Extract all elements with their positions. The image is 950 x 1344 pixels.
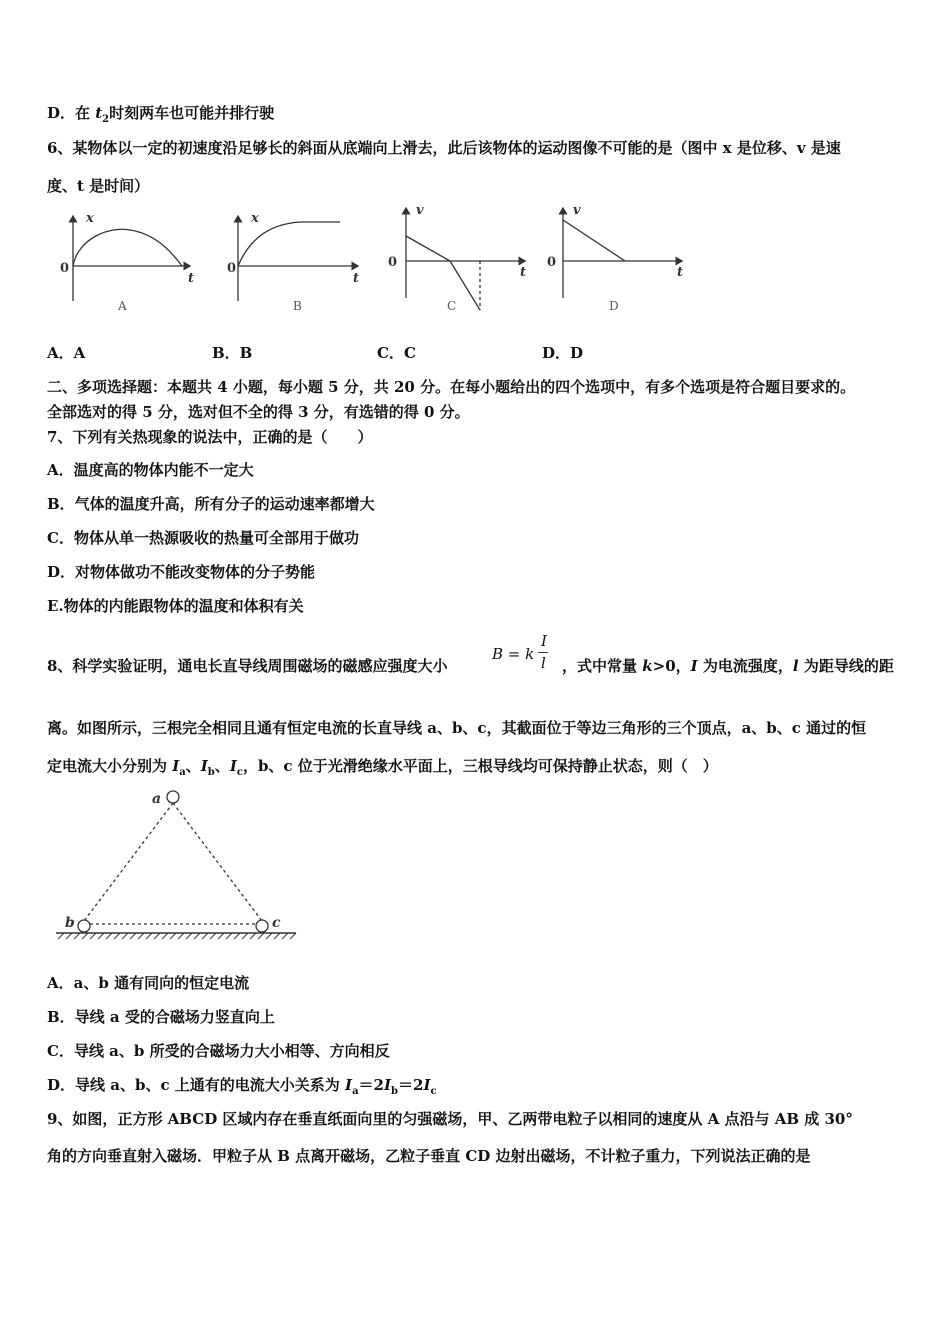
q8-optd-prefix: D．导线 a、b、c 上通有的电流大小关系为 — [47, 1076, 346, 1094]
graph-b-yaxis: x — [251, 211, 259, 226]
q8-stem-line1-tail — [562, 655, 894, 676]
q8-stem-line3 — [47, 755, 718, 778]
q9-stem-line1: 9、如图，正方形 ABCD 区域内存在垂直纸面向里的匀强磁场，甲、乙两带电粒子以相同的速度从 A 点沿与 AB 成 30° — [47, 1110, 853, 1128]
q8-optd-b-sub: b — [391, 1086, 399, 1097]
q6-graphs — [50, 198, 700, 323]
q5-option-d — [47, 102, 274, 125]
section2-line1: 二、多项选择题：本题共 4 小题，每小题 5 分，共 20 分。在每小题给出的四个选项中，有多个选项是符合题目要求的。 — [47, 378, 856, 396]
q8-Ib: I — [200, 757, 208, 775]
graph-b — [238, 216, 358, 301]
q8-Ic-sub: c — [236, 767, 243, 778]
q8-I: I — [690, 657, 698, 675]
q8-Ib-sub: b — [207, 767, 215, 778]
q8-line3a: 定电流大小分别为 — [47, 757, 173, 775]
q8-stem-line1 — [47, 655, 447, 676]
graph-d-yaxis: v — [573, 203, 581, 218]
q8-option-a[interactable]: A．a、b 通有同向的恒定电流 — [47, 974, 250, 992]
q8-optd-a-sub: a — [352, 1086, 359, 1097]
q5-optd-sub: 2 — [102, 114, 110, 125]
q8-formula-num: I — [541, 632, 547, 650]
q8-sep1: 、 — [185, 757, 201, 775]
q7-option-d[interactable]: D．对物体做功不能改变物体的分子势能 — [47, 563, 316, 581]
q8-line3b: ，b、c 位于光滑绝缘水平面上，三根导线均可保持静止状态，则（ ） — [242, 757, 718, 775]
graph-b-xaxis: t — [353, 271, 360, 286]
graph-a — [73, 216, 190, 301]
q8-option-c[interactable]: C．导线 a、b 所受的合磁场力大小相等、方向相反 — [47, 1042, 390, 1060]
q8-option-b[interactable]: B．导线 a 受的合磁场力竖直向上 — [47, 1008, 275, 1026]
q8-l: l — [792, 657, 799, 675]
q8-k: k — [642, 657, 653, 675]
q7-option-b[interactable]: B．气体的温度升高，所有分子的运动速率都增大 — [47, 495, 375, 513]
graph-d-caption: D — [609, 299, 619, 313]
q6-option-c[interactable]: C．C — [377, 344, 416, 362]
graph-d — [563, 208, 682, 298]
graph-c-yaxis: v — [416, 203, 424, 218]
graph-c-caption: C — [447, 299, 457, 313]
q8-part2b: >0， — [652, 657, 691, 675]
q8-part2a: ，式中常量 — [562, 657, 643, 675]
graph-a-origin: 0 — [60, 261, 70, 276]
wire-a — [167, 791, 179, 803]
q8-stem-part1: 8、科学实验证明，通电长直导线周围磁场的磁感应强度大小 — [47, 657, 448, 675]
label-c: c — [272, 915, 281, 931]
q8-Ic: I — [229, 757, 237, 775]
q7-option-a[interactable]: A．温度高的物体内能不一定大 — [47, 461, 254, 479]
q7-option-c[interactable]: C．物体从单一热源吸收的热量可全部用于做功 — [47, 529, 359, 547]
label-b: b — [65, 915, 75, 931]
q5-optd-prefix: D．在 — [47, 104, 96, 122]
q8-stem-line2: 离。如图所示，三根完全相同且通有恒定电流的长直导线 a、b、c，其截面位于等边三角形的三个顶点，a、b、c 通过的恒 — [47, 719, 867, 737]
q8-formula-den: l — [541, 654, 546, 672]
q7-stem: 7、下列有关热现象的说法中，正确的是（ ） — [47, 428, 373, 446]
graph-a-xaxis: t — [188, 271, 195, 286]
q6-stem-line1: 6、某物体以一定的初速度沿足够长的斜面从底端向上滑去，此后该物体的运动图像不可能的是（图中 x 是位移、v 是速 — [47, 139, 841, 157]
q8-optd-eq2: ＝2 — [398, 1076, 424, 1094]
graph-c-xaxis: t — [520, 265, 527, 280]
q8-Ia: I — [172, 757, 180, 775]
q6-option-a[interactable]: A．A — [47, 344, 86, 362]
q8-part2c: 为电流强度， — [697, 657, 793, 675]
q6-options — [47, 342, 707, 363]
q8-formula-bar — [538, 652, 548, 653]
q8-part2d: 为距导线的距 — [798, 657, 894, 675]
q8-Ia-sub: a — [179, 767, 186, 778]
graph-b-caption: B — [293, 299, 302, 313]
wire-b — [78, 920, 90, 932]
q6-option-d[interactable]: D．D — [542, 344, 584, 362]
graph-d-xaxis: t — [677, 265, 684, 280]
q6-option-b[interactable]: B．B — [212, 344, 253, 362]
q5-optd-suffix: 时刻两车也可能并排行驶 — [109, 104, 275, 122]
q8-formula-lhs: B = k — [492, 645, 535, 663]
graph-c-origin: 0 — [388, 255, 398, 270]
graph-d-origin: 0 — [547, 255, 557, 270]
q8-sep2: 、 — [214, 757, 230, 775]
q8-optd-Ia: I — [345, 1076, 353, 1094]
q8-optd-Ib: I — [383, 1076, 392, 1094]
q8-optd-c-sub: c — [430, 1086, 437, 1097]
wire-c — [256, 920, 268, 932]
q7-option-e[interactable]: E.物体的内能跟物体的温度和体积有关 — [47, 597, 304, 615]
q8-option-d[interactable] — [47, 1074, 437, 1097]
q6-stem-line2: 度、t 是时间） — [47, 177, 150, 195]
graph-b-origin: 0 — [227, 261, 237, 276]
graph-a-yaxis: x — [86, 211, 94, 226]
label-a: a — [152, 791, 162, 807]
q8-triangle-figure — [48, 785, 308, 945]
section2-line2: 全部选对的得 5 分，选对但不全的得 3 分，有选错的得 0 分。 — [47, 403, 470, 421]
graph-c — [406, 208, 525, 310]
q8-optd-eq1: ＝2 — [358, 1076, 384, 1094]
q8-optd-Ic: I — [423, 1076, 431, 1094]
q5-optd-var: t — [95, 104, 103, 122]
graph-a-caption: A — [118, 299, 127, 313]
q9-stem-line2: 角的方向垂直射入磁场．甲粒子从 B 点离开磁场，乙粒子垂直 CD 边射出磁场，不计粒子重力，下列说法正确的是 — [47, 1147, 811, 1165]
